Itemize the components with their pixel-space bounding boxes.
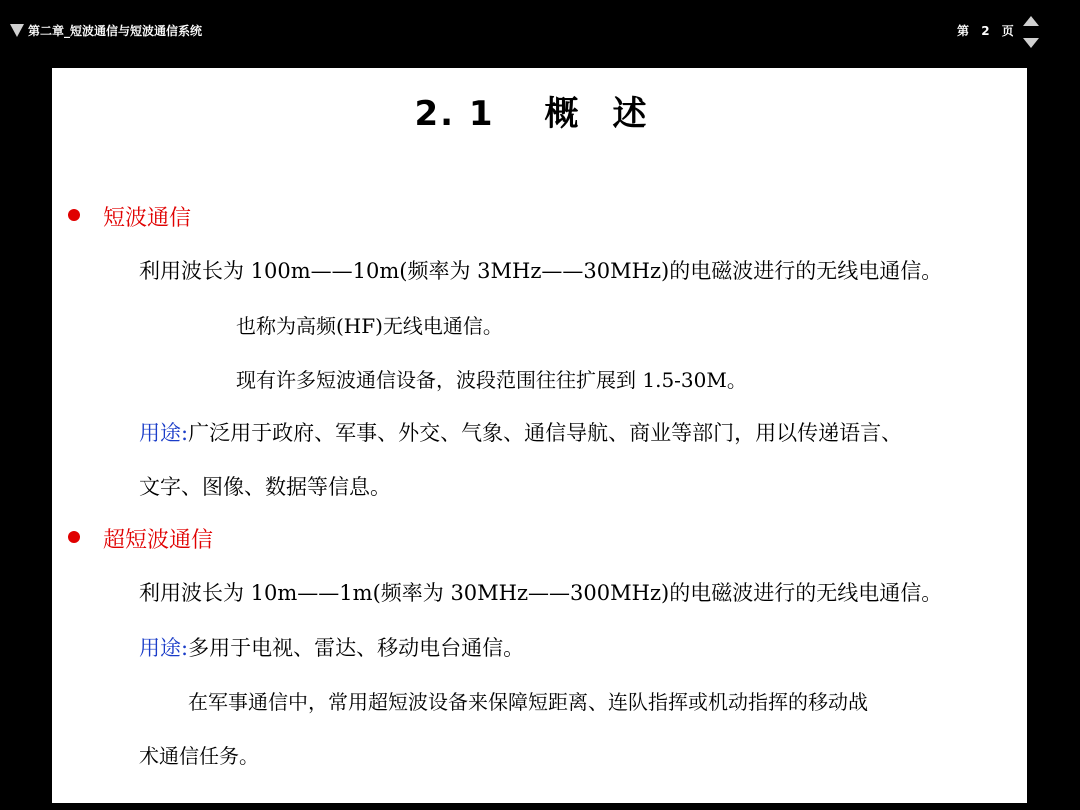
section1-usage — [139, 417, 902, 447]
page-indicator — [955, 22, 1018, 39]
bullet-icon — [68, 209, 80, 221]
section2-note-line1: 在军事通信中，常用超短波设备来保障短距离、连队指挥或机动指挥的移动战 — [188, 690, 868, 714]
section1-heading: 短波通信 — [103, 206, 192, 231]
section2-heading: 超短波通信 — [103, 528, 214, 553]
title-word-2: 述 — [612, 94, 649, 134]
section1-usage-label: 用途: — [139, 421, 189, 445]
section2-usage-label: 用途: — [139, 636, 189, 660]
page-navigation — [1020, 14, 1042, 50]
section2-usage-text: 多用于电视、雷达、移动电台通信。 — [188, 636, 525, 660]
chevron-down-icon[interactable] — [10, 24, 24, 37]
slide-content — [52, 68, 1027, 803]
section2-usage — [139, 632, 524, 662]
next-page-icon[interactable] — [1023, 38, 1039, 48]
section2-definition: 利用波长为 10m——1m(频率为 30MHz——300MHz)的电磁波进行的无线电通信。 — [139, 581, 943, 605]
slide-title — [52, 86, 1027, 135]
section2-note-line2: 术通信任务。 — [139, 744, 259, 768]
section1-usage-text2: 文字、图像、数据等信息。 — [139, 475, 391, 499]
section1-note1: 也称为高频(HF)无线电通信。 — [236, 314, 503, 338]
section1-usage-text1: 广泛用于政府、军事、外交、气象、通信导航、商业等部门，用以传递语言、 — [188, 421, 903, 445]
section1-note2: 现有许多短波通信设备，波段范围往往扩展到 1.5-30M。 — [236, 368, 747, 392]
title-word-1: 概 — [544, 94, 581, 134]
previous-page-icon[interactable] — [1023, 16, 1039, 26]
page-prefix: 第 — [957, 24, 972, 38]
chapter-title: 第二章_短波通信与短波通信系统 — [28, 24, 203, 38]
title-number: 2. 1 — [414, 94, 495, 134]
chapter-menu[interactable] — [10, 22, 202, 39]
section1-definition: 利用波长为 100m——10m(频率为 3MHz——30MHz)的电磁波进行的无线电通信。 — [139, 259, 943, 283]
page-suffix: 页 — [1001, 24, 1016, 38]
top-bar — [0, 0, 1080, 68]
page-number: 2 — [981, 24, 992, 38]
bullet-icon — [68, 531, 80, 543]
